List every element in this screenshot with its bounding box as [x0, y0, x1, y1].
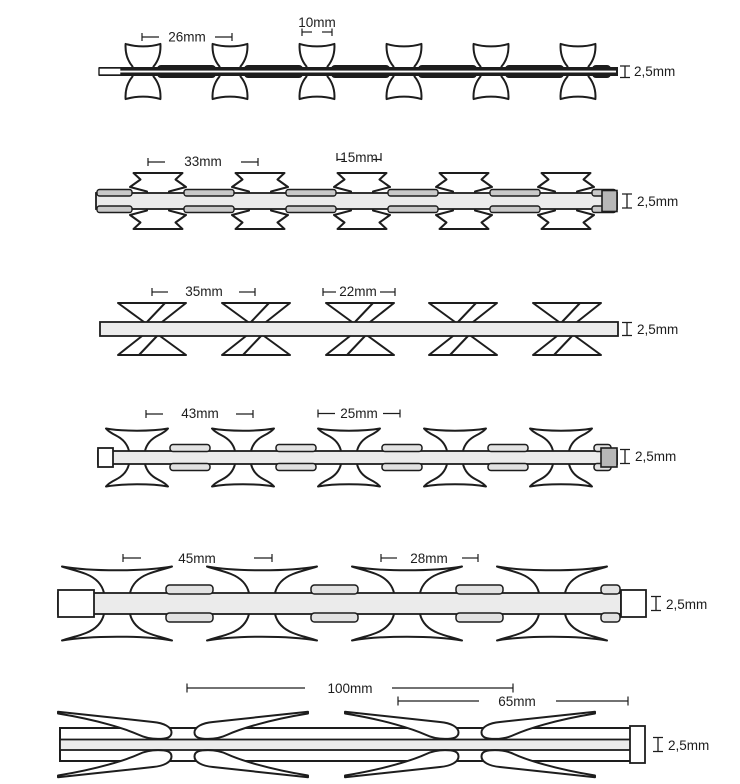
thickness-icon [620, 450, 630, 464]
dimension-blade-spacing [187, 681, 513, 696]
blade-length-label: 15mm [340, 150, 378, 165]
dimension-blade-spacing [146, 406, 253, 421]
thickness-label: 2,5mm [666, 597, 708, 612]
profile-row-6 [58, 681, 709, 777]
dimension-thickness [622, 322, 678, 337]
thickness-label: 2,5mm [634, 64, 676, 79]
thickness-icon [622, 194, 632, 208]
blade-length-label: 28mm [410, 551, 448, 566]
tape-start-cap [58, 590, 94, 617]
blade-length-label: 22mm [339, 284, 377, 299]
dimension-thickness [620, 64, 675, 79]
tape-end-cap [630, 726, 645, 763]
dimension-blade-spacing [148, 154, 258, 169]
spacing-label: 35mm [185, 284, 223, 299]
dimension-thickness [651, 597, 707, 613]
profile-row-4 [98, 406, 676, 487]
thickness-label: 2,5mm [637, 322, 679, 337]
thickness-icon [653, 738, 663, 752]
tape-end-cap [602, 191, 617, 212]
thickness-label: 2,5mm [668, 738, 710, 753]
tape-strip [98, 451, 617, 464]
profile-row-5 [58, 551, 707, 641]
tape-strip [58, 593, 621, 614]
profile-row-3 [100, 284, 678, 355]
spacing-label: 45mm [178, 551, 216, 566]
tape-strip-core [60, 740, 639, 751]
blade-length-label: 65mm [498, 694, 536, 709]
spacing-label: 26mm [168, 29, 206, 45]
spacing-label: 43mm [181, 406, 219, 421]
dimension-blade-length [398, 694, 628, 709]
thickness-icon [651, 597, 661, 611]
dimension-blade-spacing [123, 551, 272, 566]
dimension-blade-length [337, 150, 381, 165]
dimension-thickness [653, 738, 709, 754]
thickness-label: 2,5mm [635, 449, 677, 464]
tape-start-cap [98, 448, 113, 467]
profile-row-2 [96, 150, 678, 229]
blade-length-label: 10mm [298, 15, 336, 30]
thickness-label: 2,5mm [637, 194, 679, 209]
dimension-blade-length [318, 406, 400, 421]
thickness-icon [622, 323, 632, 336]
dimension-blade-length [298, 15, 336, 36]
dimension-blade-length [323, 284, 395, 299]
tape-strip [100, 322, 618, 336]
profile-row-1 [99, 15, 675, 99]
tape-midline [100, 71, 616, 73]
spacing-label: 33mm [184, 154, 222, 169]
dimension-blade-spacing [142, 30, 232, 45]
dimension-blade-length [381, 551, 478, 566]
thickness-icon [620, 66, 630, 78]
dimension-blade-spacing [152, 284, 255, 299]
spacing-label: 100mm [327, 681, 373, 696]
tape-end-cap [601, 448, 617, 467]
blade-length-label: 25mm [340, 406, 378, 421]
tape-end-cap [621, 590, 646, 617]
dimension-thickness [622, 194, 678, 209]
dimension-thickness [620, 449, 676, 464]
